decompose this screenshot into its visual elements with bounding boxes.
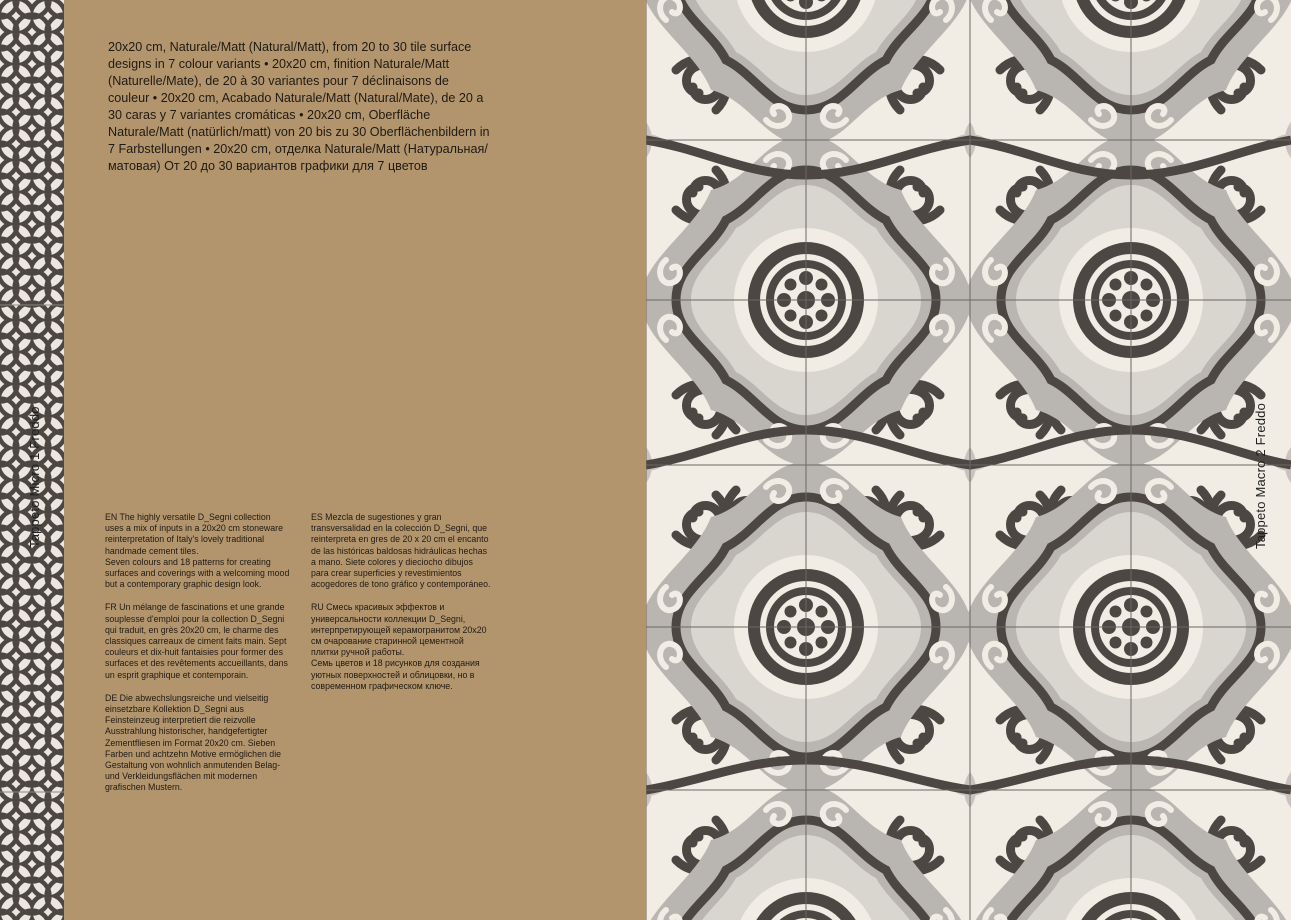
paragraph-en: EN The highly versatile D_Segni collection uses a mix of inputs in a 20x20 cm stoneware reinterpretation of Italy's lovely traditional handmade cement tiles. Seven colours and 18 patterns for creating surfaces and coverings with a welcoming mood but a contemporary graphic design look.: [105, 512, 290, 590]
left-tile-label: Tappeto Micro 1 Freddo: [27, 406, 42, 548]
right-tile-label: Tappeto Macro 2 Freddo: [1253, 402, 1268, 549]
macro-tile-pattern: [646, 0, 1291, 920]
paragraph-ru: RU Смесь красивых эффектов и универсальности коллекции D_Segni, интерпретирующей керамогранитом 20x20 см очарование старинной цементной плитки ручной работы. Семь цветов и 18 рисунков для создания уютных поверхностей и облицовки, но в современном графическом ключе.: [311, 602, 487, 691]
paragraph-fr: FR Un mélange de fascinations et une grande souplesse d'emploi pour la collection D_Segni qui traduit, en grès 20x20 cm, le charme des classiques carreaux de ciment faits main. Sept couleurs et dix-huit fantaisies pour former des surfaces et des revêtements accueillants, dans un esprit graphique et contemporain.: [105, 602, 288, 680]
text-column-left: [105, 512, 290, 806]
paragraph-de: DE Die abwechslungsreiche und vielseitig einsetzbare Kollektion D_Segni aus Feinsteinzeug interpretiert die reizvolle Ausstrahlung historischer, handgefertigter Zementfliesen im Format 20x20 cm. Sieben Farben und achtzehn Motive ermöglichen die Gestaltung von wohnlich anmutenden Belag- und Verkleidungsflächen mit modernen grafischen Mustern.: [105, 692, 282, 793]
cement-tile-grid: [646, 0, 1291, 920]
product-specs-headline: 20x20 cm, Naturale/Matt (Natural/Matt), from 20 to 30 tile surface designs in 7 colour variants • 20x20 cm, finition Naturale/Matt (Naturelle/Mate), de 20 à 30 variantes pour 7 déclinaisons de couleur • 20x20 cm, Acabado Naturale/Matt (Natural/Mate), de 20 a 30 caras y 7 variantes cromáticas • 20x20 cm, Oberfläche Naturale/Matt (natürlich/matt) von 20 bis zu 30 Oberflächenbildern in 7 Farbstellungen • 20x20 cm, отделка Naturale/Matt (Натуральная/матовая) От 20 до 30 вариантов графики для 7 цветов: [108, 40, 490, 173]
paragraph-es: ES Mezcla de sugestiones y gran transversalidad en la colección D_Segni, que reinterpreta en gres de 20 x 20 cm el encanto de las históricas baldosas hidráulicas hechas a mano. Siete colores y dieciocho dibujos para crear superficies y revestimientos acogedores de tono gráfico y contemporáneo.: [311, 512, 491, 590]
text-column-right: [311, 512, 491, 704]
